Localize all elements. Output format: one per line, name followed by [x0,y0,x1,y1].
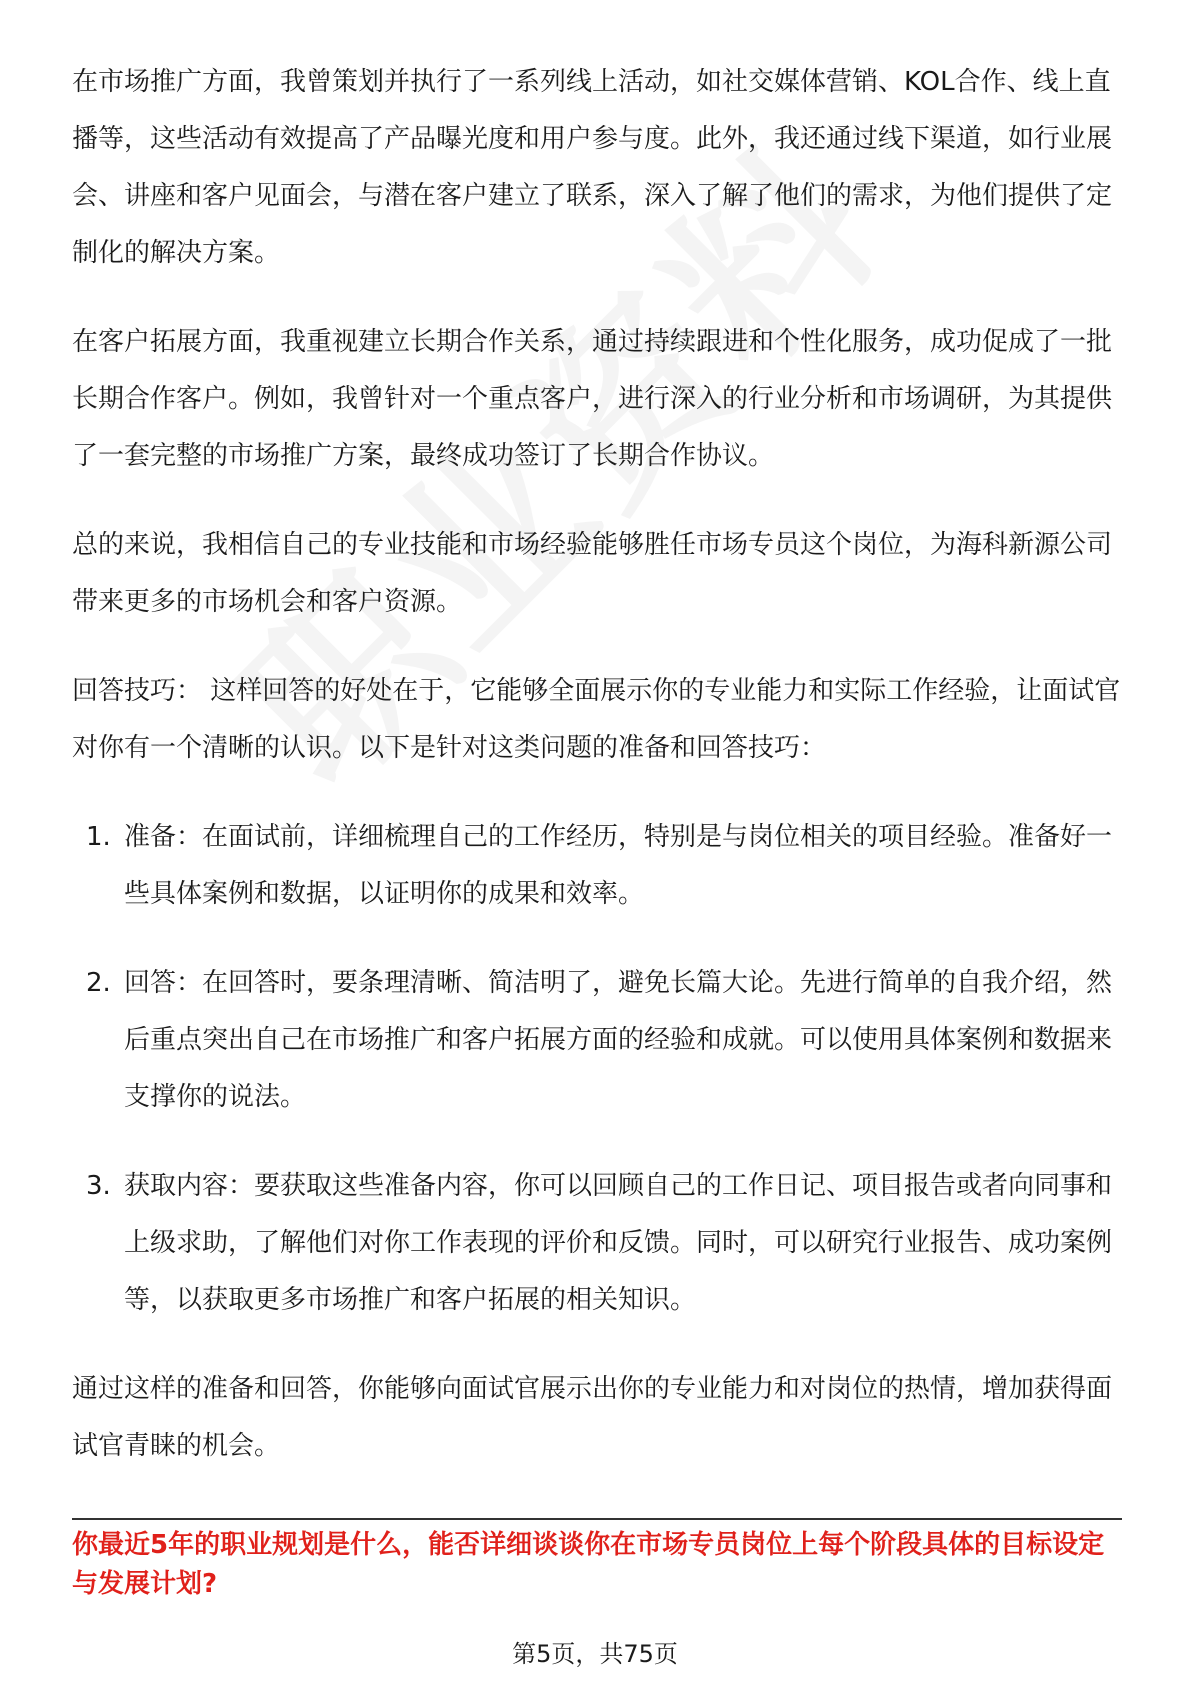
paragraph-summary: 总的来说，我相信自己的专业技能和市场经验能够胜任市场专员这个岗位，为海科新源公司带来更多的市场机会和客户资源。 [72,530,1113,617]
list-item [72,955,1122,1126]
section-divider [72,1518,1122,1520]
paragraph-marketing: 在市场推广方面，我曾策划并执行了一系列线上活动，如社交媒体营销、KOL合作、线上直播等，这些活动有效提高了产品曝光度和用户参与度。此外，我还通过线下渠道，如行业展会、讲座和客户见面会，与潜在客户建立了联系，深入了解了他们的需求，为他们提供了定制化的解决方案。 [72,67,1113,268]
list-number: 1. [86,822,111,852]
tips-list [72,809,1122,1329]
list-item-text: 准备：在面试前，详细梳理自己的工作经历，特别是与岗位相关的项目经验。准备好一些具体案例和数据，以证明你的成果和效率。 [124,822,1113,909]
list-item [72,1158,1122,1329]
list-item [72,809,1122,923]
list-number: 3. [86,1171,111,1201]
list-item-text: 回答：在回答时，要条理清晰、简洁明了，避免长篇大论。先进行简单的自我介绍，然后重点突出自己在市场推广和客户拓展方面的经验和成就。可以使用具体案例和数据来支撑你的说法。 [124,968,1113,1112]
paragraph-closing: 通过这样的准备和回答，你能够向面试官展示出你的专业能力和对岗位的热情，增加获得面试官青睐的机会。 [72,1374,1113,1461]
paragraph-client-expansion: 在客户拓展方面，我重视建立长期合作关系，通过持续跟进和个性化服务，成功促成了一批长期合作客户。例如，我曾针对一个重点客户，进行深入的行业分析和市场调研，为其提供了一套完整的市场推广方案，最终成功签订了长期合作协议。 [72,327,1113,471]
page-number: 第5页，共75页 [512,1640,678,1668]
paragraph-answer-tips: 回答技巧： 这样回答的好处在于，它能够全面展示你的专业能力和实际工作经验，让面试官对你有一个清晰的认识。以下是针对这类问题的准备和回答技巧： [72,676,1121,763]
list-item-text: 获取内容：要获取这些准备内容，你可以回顾自己的工作日记、项目报告或者向同事和上级求助，了解他们对你工作表现的评价和反馈。同时，可以研究行业报告、成功案例等，以获取更多市场推广和客户拓展的相关知识。 [124,1171,1113,1315]
list-number: 2. [86,968,111,998]
document-body [72,54,1122,1507]
next-question-heading: 你最近5年的职业规划是什么，能否详细谈谈你在市场专员岗位上每个阶段具体的目标设定与发展计划? [72,1530,1105,1599]
